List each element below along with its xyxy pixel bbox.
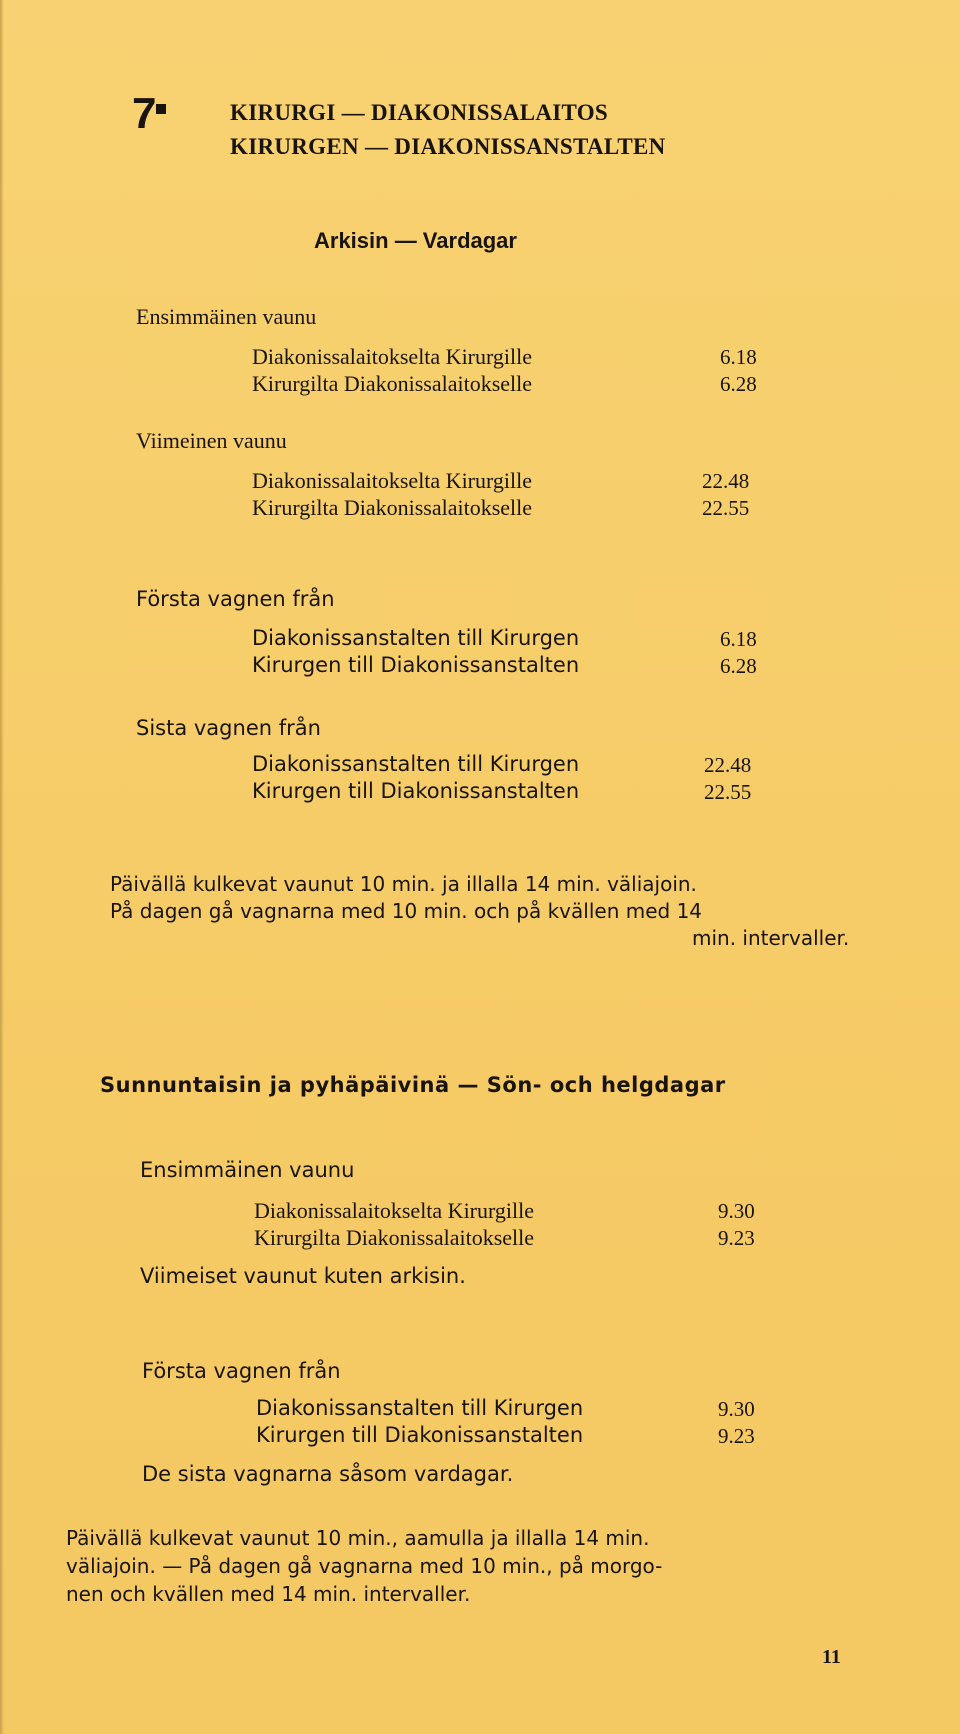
weekday-heading: Arkisin — Vardagar — [314, 228, 517, 253]
route-text: Kirurgen till Diakonissanstalten — [252, 653, 580, 677]
interval-note: På dagen gå vagnarna med 10 min. och på kvällen med 14 — [110, 899, 703, 923]
last-car-label: Sista vagnen från — [136, 716, 321, 740]
route-text: Diakonissalaitokselta Kirurgille — [252, 468, 533, 493]
interval-note: min. intervaller. — [692, 926, 850, 950]
title-finnish: KIRURGI — DIAKONISSALAITOS — [230, 100, 609, 125]
interval-note: väliajoin. — På dagen gå vagnarna med 10 min., på morgo- — [66, 1554, 663, 1578]
route-text: Kirurgilta Diakonissalaitokselle — [252, 371, 533, 396]
chapter-dot — [156, 104, 166, 114]
page-edge — [0, 0, 4, 1734]
departure-time: 6.18 — [720, 627, 757, 651]
route-text: Kirurgen till Diakonissanstalten — [252, 779, 580, 803]
route-text: Diakonissalaitokselta Kirurgille — [252, 344, 533, 369]
departure-time: 22.55 — [702, 496, 750, 520]
last-car-label: Viimeinen vaunu — [136, 428, 287, 453]
route-text: Diakonissanstalten till Kirurgen — [252, 752, 580, 776]
route-text: Diakonissanstalten till Kirurgen — [252, 626, 580, 650]
interval-note: Päivällä kulkevat vaunut 10 min. ja illalla 14 min. väliajoin. — [110, 872, 697, 896]
departure-time: 9.30 — [718, 1397, 755, 1421]
departure-time: 22.48 — [702, 469, 750, 493]
interval-note: Päivällä kulkevat vaunut 10 min., aamulla ja illalla 14 min. — [66, 1526, 650, 1550]
departure-time: 9.23 — [718, 1424, 755, 1448]
route-text: Diakonissalaitokselta Kirurgille — [254, 1198, 535, 1223]
first-car-label: Ensimmäinen vaunu — [136, 304, 317, 329]
title-swedish: KIRURGEN — DIAKONISSANSTALTEN — [230, 134, 666, 159]
departure-time: 9.23 — [718, 1226, 755, 1250]
last-cars-text: De sista vagnarna såsom vardagar. — [142, 1462, 514, 1486]
departure-time: 6.18 — [720, 345, 757, 369]
route-text: Kirurgen till Diakonissanstalten — [256, 1423, 584, 1447]
first-car-label: Ensimmäinen vaunu — [140, 1158, 355, 1182]
interval-note: nen och kvällen med 14 min. intervaller. — [66, 1582, 471, 1606]
page-number: 11 — [822, 1646, 841, 1668]
route-text: Kirurgilta Diakonissalaitokselle — [254, 1225, 535, 1250]
departure-time: 22.48 — [704, 753, 752, 777]
departure-time: 9.30 — [718, 1199, 755, 1223]
chapter-number: 7 — [132, 89, 157, 138]
route-text: Kirurgilta Diakonissalaitokselle — [252, 495, 533, 520]
last-cars-text: Viimeiset vaunut kuten arkisin. — [140, 1264, 466, 1288]
departure-time: 22.55 — [704, 780, 752, 804]
departure-time: 6.28 — [720, 372, 757, 396]
departure-time: 6.28 — [720, 654, 757, 678]
route-text: Diakonissanstalten till Kirurgen — [256, 1396, 584, 1420]
first-car-label: Första vagnen från — [136, 587, 335, 611]
first-car-label: Första vagnen från — [142, 1359, 341, 1383]
sunday-heading: Sunnuntaisin ja pyhäpäivinä — Sön- och helgdagar — [100, 1073, 726, 1097]
